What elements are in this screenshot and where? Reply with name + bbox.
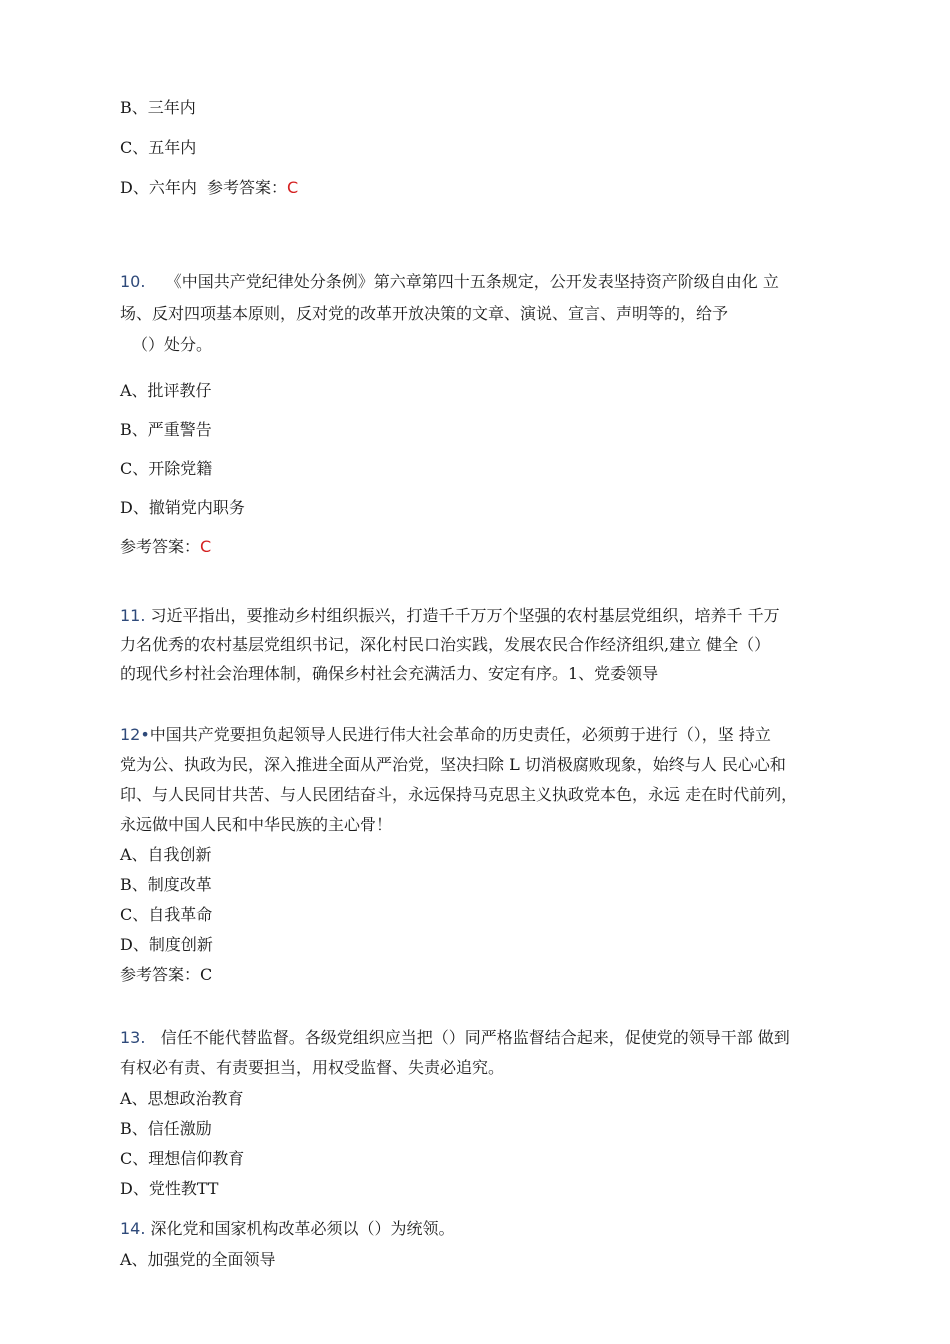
q11-number: 11. (120, 606, 146, 625)
q11-line1-row (120, 605, 780, 627)
q12-option-a: A、自我创新 (120, 845, 212, 864)
q10-line1-row (120, 271, 779, 293)
q13-line1-row (120, 1027, 790, 1049)
q12-line4: 永远做中国人民和中华民族的主心骨！ (120, 815, 393, 834)
q10-answer-row (120, 536, 211, 558)
q12-option-b: B、制度改革 (120, 875, 212, 894)
q9-option-b: B、三年内 (120, 98, 196, 117)
q10-line2: 场、反对四项基本原则，反对党的改革开放决策的文章、演说、宣言、声明等的，给予 (120, 304, 729, 323)
q9-option-d-row (120, 177, 298, 199)
q10-line3: （）处分。 (132, 335, 213, 354)
q10-option-c: C、开除党籍 (120, 459, 213, 478)
q13-option-b: B、信任激励 (120, 1119, 212, 1138)
q13-number: 13. (120, 1028, 146, 1047)
q12-line1-row (120, 724, 771, 746)
q12-line2: 党为公、执政为民，深入推进全面从严治党，坚决扫除 L 切消极腐败现象，始终与人 民心心和 (120, 755, 786, 774)
q14-number: 14. (120, 1219, 146, 1238)
q13-line1: 信任不能代替监督。各级党组织应当把（）同严格监督结合起来，促使党的领导干部 做到 (160, 1028, 790, 1047)
q10-number: 10. (120, 272, 146, 291)
q14-option-a: A、加强党的全面领导 (120, 1250, 276, 1269)
q12-line3: 印、与人民同甘共苦、与人民团结奋斗，永远保持马克思主义执政党本色，永远 走在时代前列， (120, 785, 798, 804)
q13-option-d: D、党性教TT (120, 1179, 219, 1198)
q11-line1: 习近平指出，要推动乡村组织振兴，打造千千万万个坚强的农村基层党组织，培养千 千万 (150, 606, 780, 625)
q12-number: 12• (120, 725, 150, 744)
q12-answer: 参考答案：C (120, 965, 213, 984)
q12-option-d: D、制度创新 (120, 935, 213, 954)
q13-option-c: C、理想信仰教育 (120, 1149, 245, 1168)
q10-answer-value: C (200, 537, 212, 556)
q9-option-c: C、五年内 (120, 138, 197, 157)
q9-answer-label: 参考答案： (207, 178, 288, 197)
q10-option-d: D、撤销党内职务 (120, 498, 245, 517)
q10-answer-label: 参考答案： (120, 537, 201, 556)
q10-line1: 《中国共产党纪律处分条例》第六章第四十五条规定，公开发表坚持资产阶级自由化 立 (165, 272, 779, 291)
q14-line1: 深化党和国家机构改革必须以（）为统领。 (150, 1219, 455, 1238)
q13-line2: 有权必有责、有责要担当，用权受监督、失责必追究。 (120, 1058, 505, 1077)
q13-option-a: A、思想政治教育 (120, 1089, 244, 1108)
q9-option-d: D、六年内 (120, 178, 197, 197)
q11-line3: 的现代乡村社会治理体制，确保乡村社会充满活力、安定有序。1、党委领导 (120, 664, 659, 683)
q9-answer-value: C (287, 178, 299, 197)
q10-option-b: B、严重警告 (120, 420, 212, 439)
q12-option-c: C、自我革命 (120, 905, 213, 924)
q12-line1: 中国共产党要担负起领导人民进行伟大社会革命的历史责任，必须剪于进行（），坚 持立 (149, 725, 771, 744)
q11-line2: 力名优秀的农村基层党组织书记，深化村民口治实践，发展农民合作经济组织,建立 健全（） (120, 635, 771, 654)
q14-line1-row (120, 1218, 455, 1240)
q10-option-a: A、批评教仔 (120, 381, 212, 400)
